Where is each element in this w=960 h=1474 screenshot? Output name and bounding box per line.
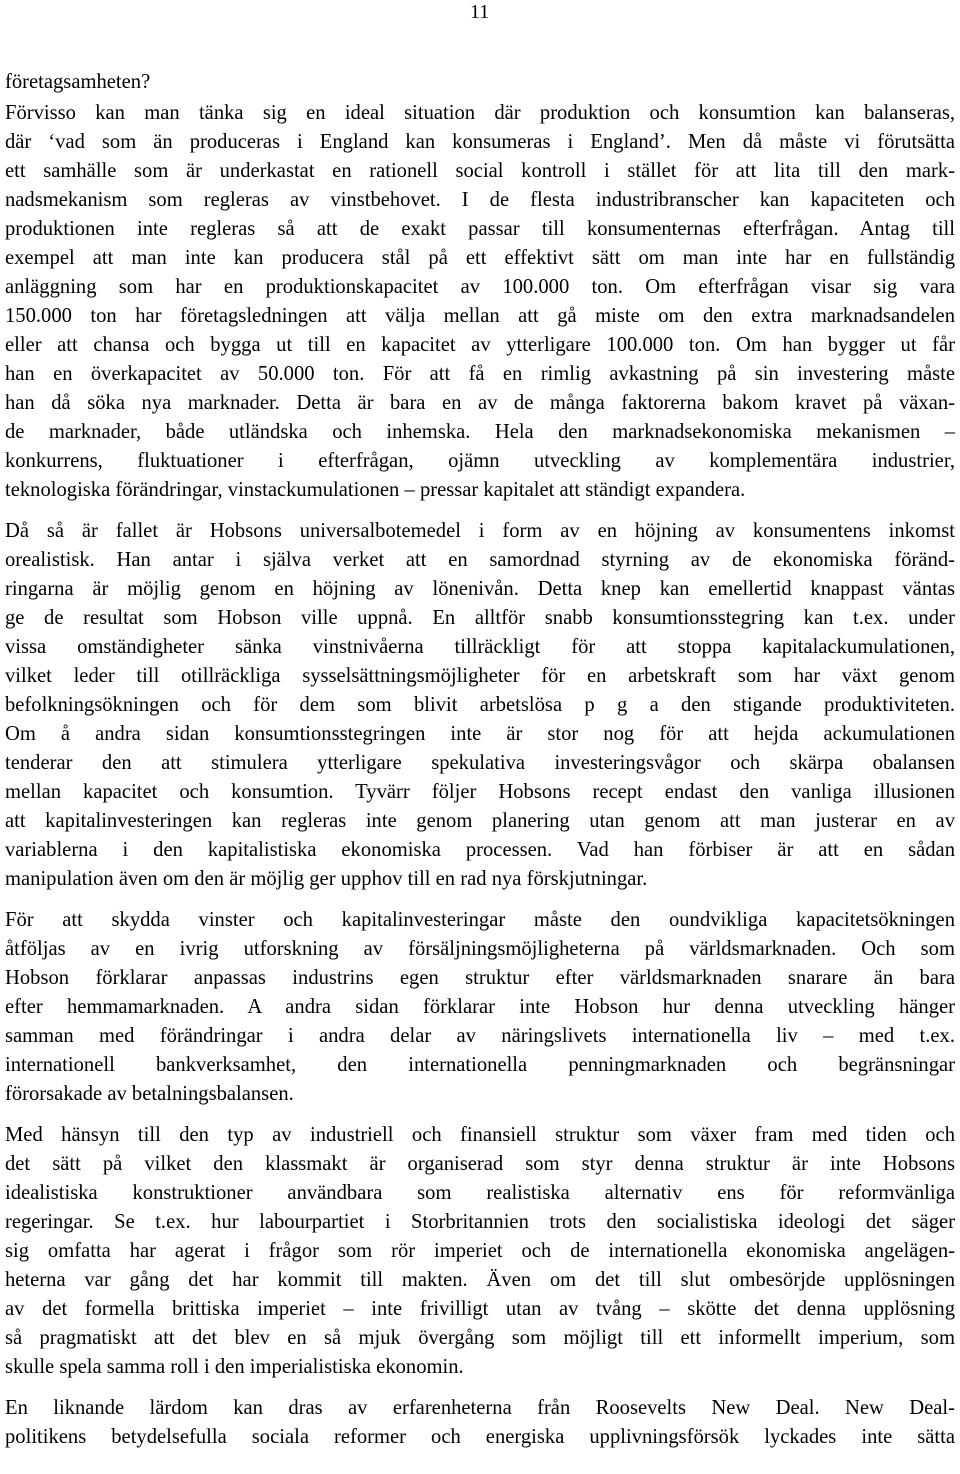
text-line: de marknader, både utländska och inhemska. Hela den marknadsekonomiska mekanismen – bbox=[5, 421, 955, 443]
text-line: vilket leder till otillräckliga sysselsättningsmöjligheter för en arbetskraft som har växt genom bbox=[5, 665, 955, 687]
text-line: samman med förändringar i andra delar av näringslivets internationella liv – med t.ex. bbox=[5, 1025, 955, 1047]
text-line: 150.000 ton har företagsledningen att välja mellan att gå miste om den extra marknadsandelen bbox=[5, 305, 955, 327]
text-line: manipulation även om den är möjlig ger upphov till en rad nya förskjutningar. bbox=[5, 868, 648, 890]
text-line: efter hemmamarknaden. A andra sidan förklarar inte Hobson hur denna utveckling hänger bbox=[5, 996, 955, 1018]
text-line: produktionen inte regleras så att de exakt passar till konsumenternas efterfrågan. Antag till bbox=[5, 218, 955, 240]
paragraph bbox=[5, 99, 955, 505]
text-line: förorsakade av betalningsbalansen. bbox=[5, 1083, 294, 1105]
text-line: eller att chansa och bygga ut till en kapacitet av ytterligare 100.000 ton. Om han bygger ut får bbox=[5, 334, 955, 356]
body-text bbox=[5, 68, 955, 1464]
text-line: ett samhälle som är underkastat en rationell social kontroll i stället för att lita till den mark- bbox=[5, 160, 955, 182]
text-line: orealistisk. Han antar i själva verket att en samordnad styrning av de ekonomiska föränd- bbox=[5, 549, 955, 571]
text-line: Hobson förklarar anpassas industrins egen struktur efter världsmarknaden snarare än bara bbox=[5, 967, 955, 989]
text-line: företagsamheten? bbox=[5, 71, 151, 93]
page-number: 11 bbox=[470, 1, 490, 23]
text-line: För att skydda vinster och kapitalinvesteringar måste den oundvikliga kapacitetsökningen bbox=[5, 909, 955, 931]
text-line: heterna var gång det har kommit till makten. Även om det till slut ombesörjde upplösningen bbox=[5, 1269, 955, 1291]
text-line: ringarna är möjlig genom en höjning av lönenivån. Detta knep kan emellertid knappast väntas bbox=[5, 578, 955, 600]
text-line: där ‘vad som än produceras i England kan konsumeras i England’. Men då måste vi förutsätta bbox=[5, 131, 955, 153]
text-line: han en överkapacitet av 50.000 ton. För att få en rimlig avkastning på sin investering måste bbox=[5, 363, 955, 385]
text-line: ge de resultat som Hobson ville uppnå. En alltför snabb konsumtionsstegring kan t.ex. under bbox=[5, 607, 955, 629]
text-line: han då söka nya marknader. Detta är bara en av de många faktorerna bakom kravet på växan- bbox=[5, 392, 955, 414]
text-line: det sätt på vilket den klassmakt är organiserad som styr denna struktur är inte Hobsons bbox=[5, 1153, 955, 1175]
paragraph bbox=[5, 1121, 955, 1382]
text-line: politikens betydelsefulla sociala reformer och energiska upplivningsförsök lyckades inte sätta bbox=[5, 1426, 955, 1448]
text-line: variablerna i den kapitalistiska ekonomiska processen. Vad han förbiser är att en sådan bbox=[5, 839, 955, 861]
text-line: sig omfatta har agerat i frågor som rör imperiet och de internationella ekonomiska angelägen- bbox=[5, 1240, 955, 1262]
paragraph bbox=[5, 68, 955, 97]
text-line: att kapitalinvesteringen kan regleras inte genom planering utan genom att man justerar en av bbox=[5, 810, 955, 832]
text-line: regeringar. Se t.ex. hur labourpartiet i Storbritannien trots den socialistiska ideologi det säger bbox=[5, 1211, 955, 1233]
text-line: skulle spela samma roll i den imperialistiska ekonomin. bbox=[5, 1356, 464, 1378]
text-line: Då så är fallet är Hobsons universalbotemedel i form av en höjning av konsumentens inkomst bbox=[5, 520, 955, 542]
text-line: teknologiska förändringar, vinstackumulationen – pressar kapitalet att ständigt expandera. bbox=[5, 479, 746, 501]
text-line: internationell bankverksamhet, den internationella penningmarknaden och begränsningar bbox=[5, 1054, 955, 1076]
text-line: tenderar den att stimulera ytterligare spekulativa investeringsvågor och skärpa obalansen bbox=[5, 752, 955, 774]
text-line: konkurrens, fluktuationer i efterfrågan, ojämn utveckling av komplementära industrier, bbox=[5, 450, 955, 472]
text-line: exempel att man inte kan producera stål på ett effektivt sätt om man inte har en fullständig bbox=[5, 247, 955, 269]
text-line: så pragmatiskt att det blev en så mjuk övergång som möjligt till ett informellt imperium, som bbox=[5, 1327, 955, 1349]
paragraph bbox=[5, 1394, 955, 1452]
text-line: Med hänsyn till den typ av industriell och finansiell struktur som växer fram med tiden och bbox=[5, 1124, 955, 1146]
paragraph bbox=[5, 906, 955, 1109]
paragraph bbox=[5, 517, 955, 894]
text-line: idealistiska konstruktioner användbara som realistiska alternativ ens för reformvänliga bbox=[5, 1182, 955, 1204]
text-line: Förvisso kan man tänka sig en ideal situation där produktion och konsumtion kan balanseras, bbox=[5, 102, 955, 124]
text-line: Om å andra sidan konsumtionsstegringen inte är stor nog för att hejda ackumulationen bbox=[5, 723, 955, 745]
text-line: befolkningsökningen och för dem som blivit arbetslösa p g a den stigande produktiviteten. bbox=[5, 694, 955, 716]
text-line: anläggning som har en produktionskapacitet av 100.000 ton. Om efterfrågan visar sig vara bbox=[5, 276, 955, 298]
text-line: vissa omständigheter sänka vinstnivåerna tillräckligt för att stoppa kapitalackumulationen, bbox=[5, 636, 955, 658]
text-line: åtföljas av en ivrig utforskning av försäljningsmöjligheterna på världsmarknaden. Och som bbox=[5, 938, 955, 960]
text-line: mellan kapacitet och konsumtion. Tyvärr följer Hobsons recept endast den vanliga illusionen bbox=[5, 781, 955, 803]
text-line: av det formella brittiska imperiet – inte frivilligt utan av tvång – skötte det denna upplösning bbox=[5, 1298, 955, 1320]
text-line: En liknande lärdom kan dras av erfarenheterna från Roosevelts New Deal. New Deal- bbox=[5, 1397, 955, 1419]
text-line: nadsmekanism som regleras av vinstbehovet. I de flesta industribranscher kan kapaciteten och bbox=[5, 189, 955, 211]
